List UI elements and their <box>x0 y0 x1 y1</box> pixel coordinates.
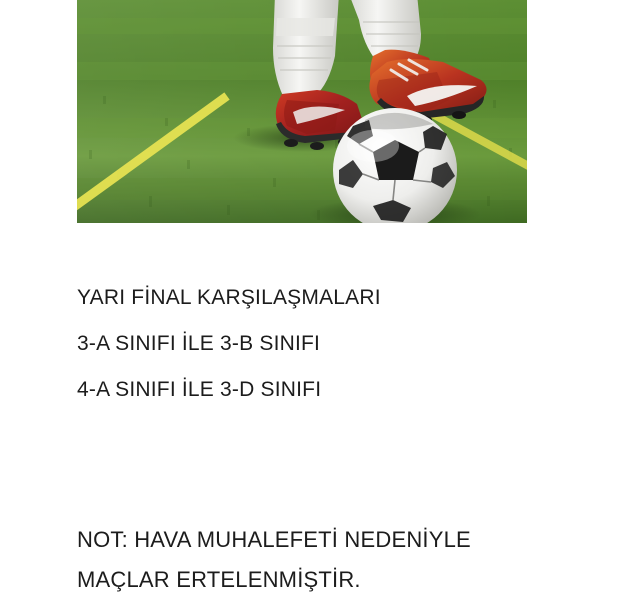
note-line-2: MAÇLAR ERTELENMİŞTİR. <box>77 567 361 592</box>
fixture-match-2: 4-A SINIFI İLE 3-D SINIFI <box>77 378 322 401</box>
fixture-match-1: 3-A SINIFI İLE 3-B SINIFI <box>77 332 321 355</box>
fixtures-heading: YARI FİNAL KARŞILAŞMALARI <box>77 286 381 309</box>
soccer-photo <box>77 0 527 223</box>
fixtures-block <box>77 275 617 413</box>
note-block <box>77 520 617 600</box>
note-line-1: NOT: HAVA MUHALEFETİ NEDENİYLE <box>77 527 471 552</box>
